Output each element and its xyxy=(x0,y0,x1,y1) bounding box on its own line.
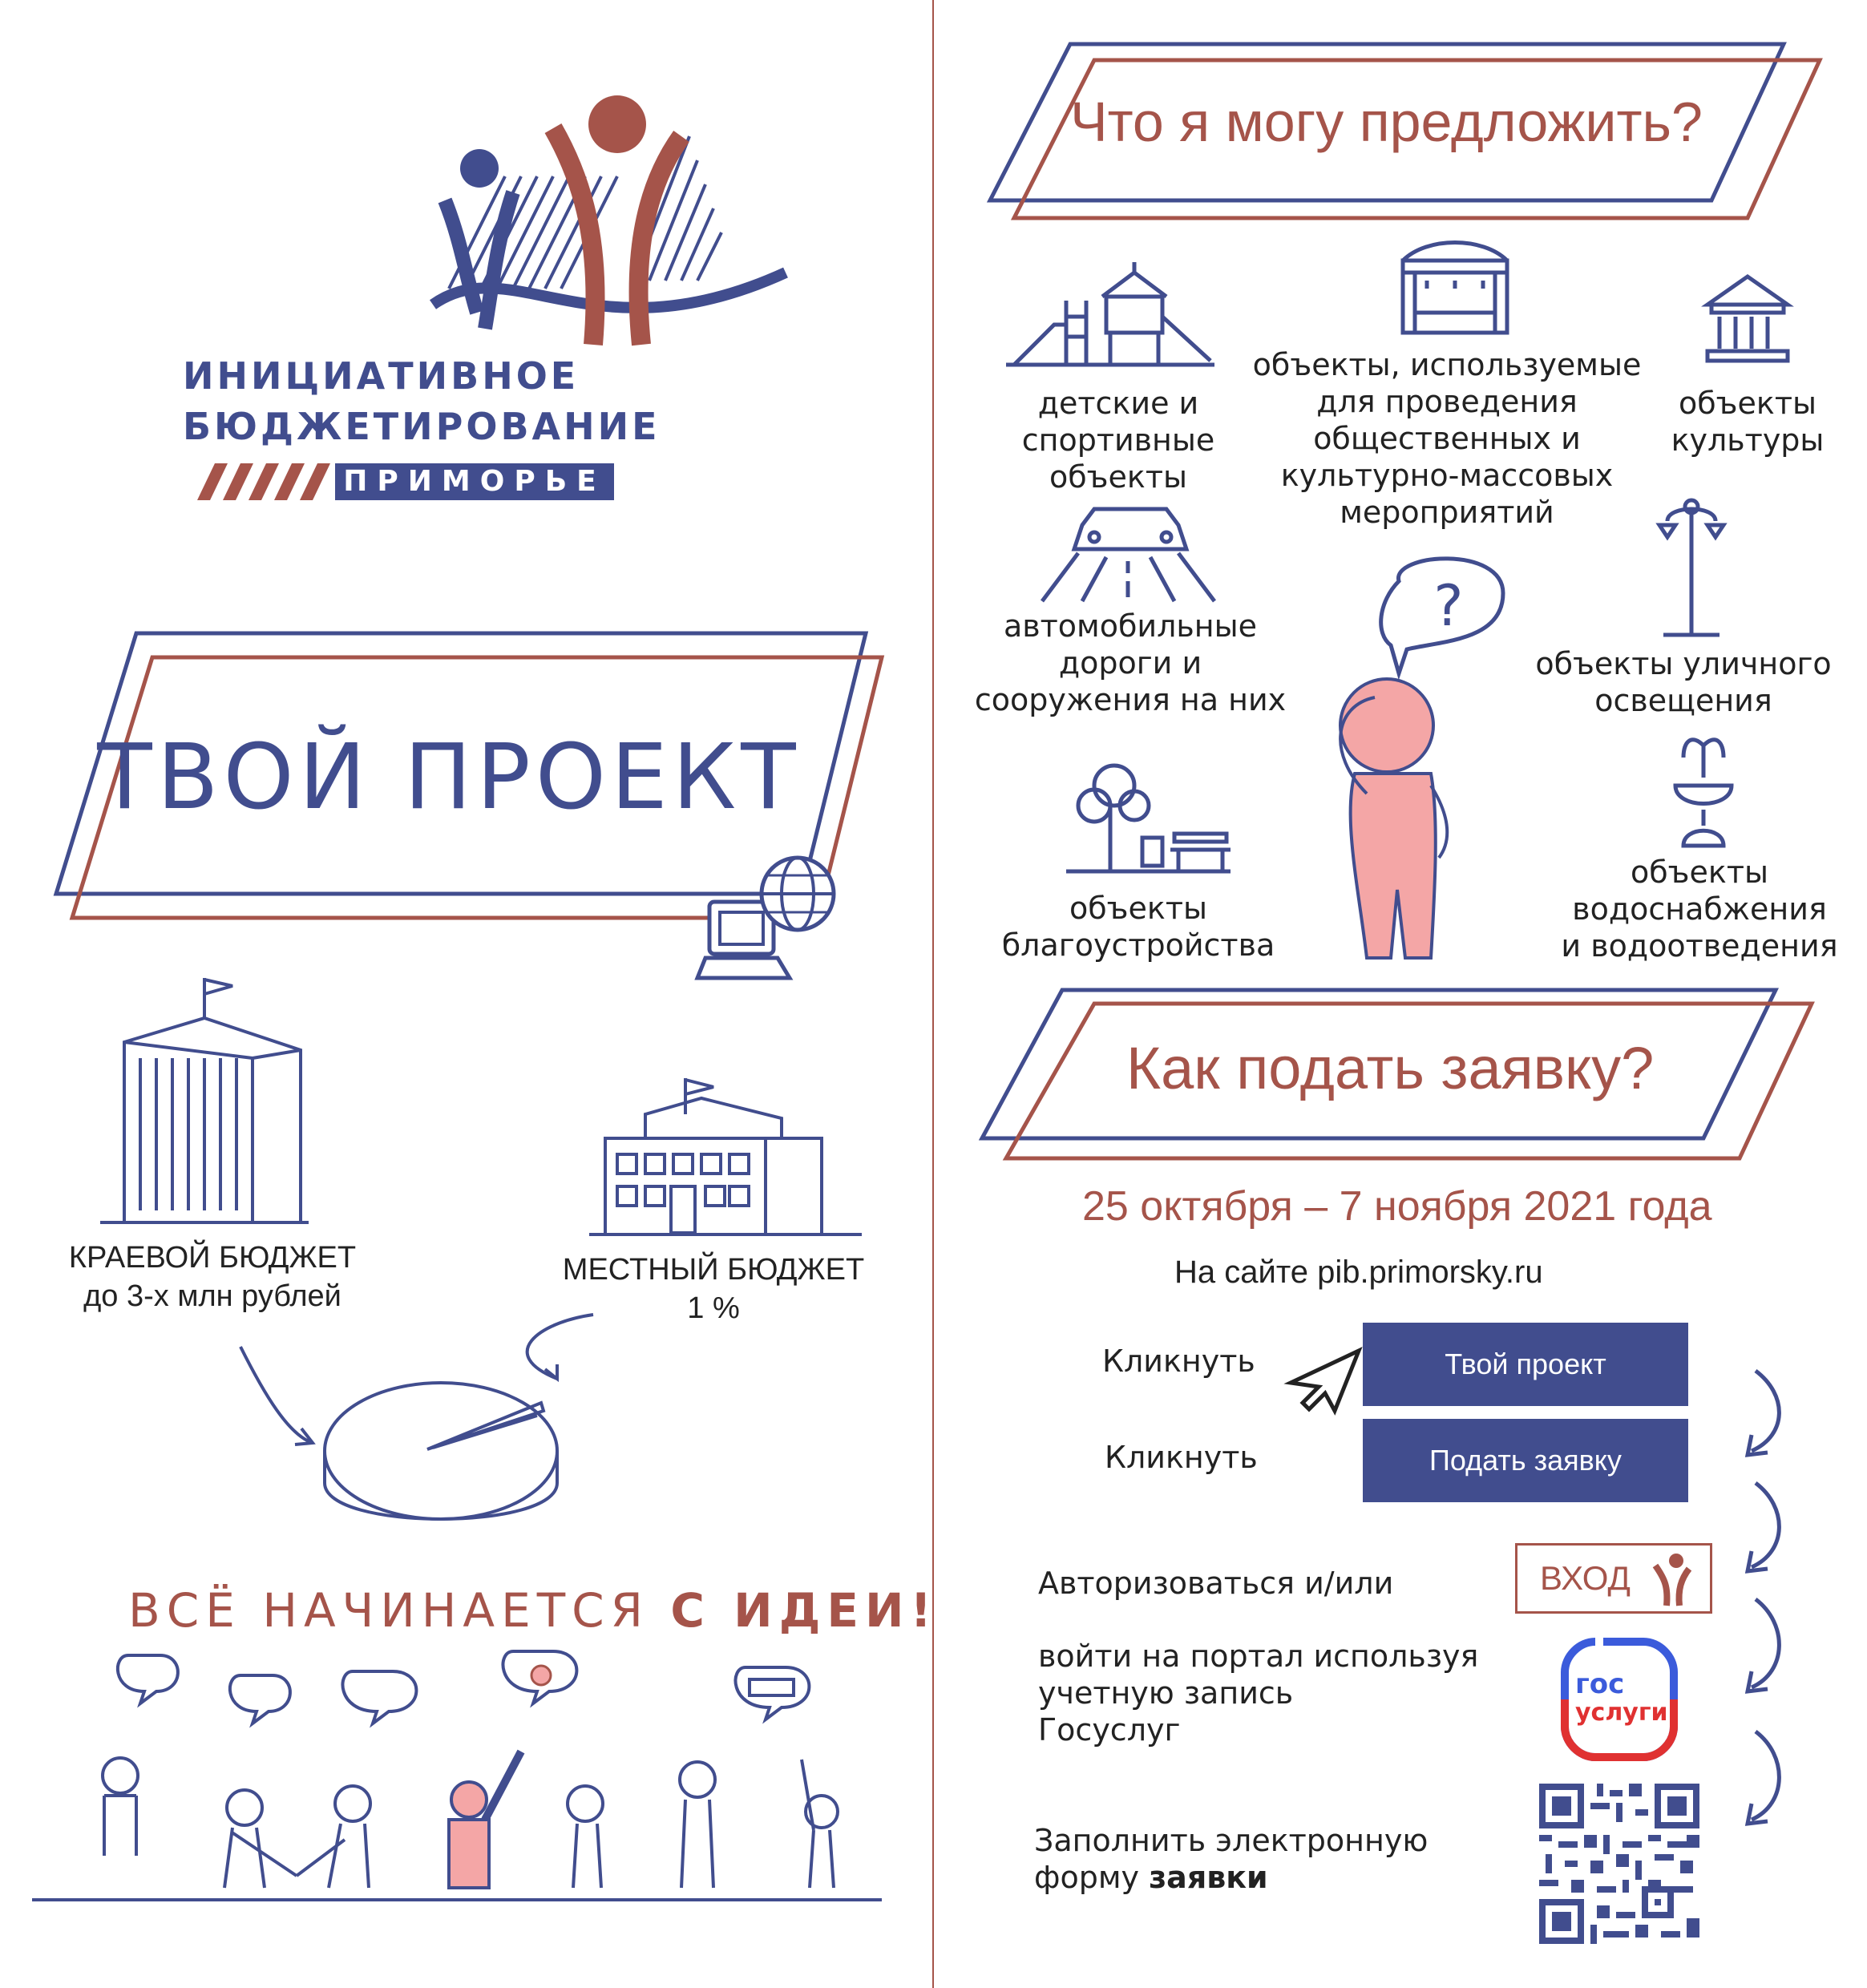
fill-form-text xyxy=(1034,1822,1428,1896)
park-tree-bench-icon xyxy=(1058,758,1235,878)
item-culture-line: объекты xyxy=(1678,386,1816,421)
item-culture xyxy=(1651,385,1844,459)
item-events-line: мероприятий xyxy=(1340,495,1554,530)
regional-budget-line-1: КРАЕВОЙ БЮДЖЕТ xyxy=(68,1241,357,1275)
item-kids-line: объекты xyxy=(1049,459,1187,495)
regional-government-building-icon xyxy=(92,970,317,1234)
portal-text-line: учетную запись xyxy=(1038,1675,1294,1711)
street-lamp-icon xyxy=(1651,497,1732,641)
playground-icon xyxy=(998,261,1222,373)
portal-text xyxy=(1038,1638,1478,1748)
question-title: Что я могу предложить? xyxy=(1070,91,1703,153)
portal-text-line: Госуслуг xyxy=(1038,1712,1181,1748)
people-ideas-illustration xyxy=(24,1647,890,1912)
thinking-person-icon xyxy=(1311,553,1551,970)
page-divider xyxy=(932,0,934,1988)
item-kids-sports xyxy=(998,385,1239,495)
logo-line-2: БЮДЖЕТИРОВАНИЕ xyxy=(183,405,661,448)
item-public-events xyxy=(1239,346,1655,531)
gosuslugi-logo-icon[interactable] xyxy=(1555,1635,1683,1764)
project-banner-title: ТВОЙ ПРОЕКТ xyxy=(97,725,801,830)
fill-form-bold: заявки xyxy=(1149,1860,1268,1895)
logo-line-3: ПРИМОРЬЕ xyxy=(335,463,614,500)
item-kids-line: спортивные xyxy=(1021,422,1215,458)
item-events-line: объекты, используемые xyxy=(1252,347,1642,382)
fill-form-normal: форму xyxy=(1034,1860,1150,1895)
item-lighting xyxy=(1515,645,1852,719)
local-budget-line-2: 1 % xyxy=(687,1291,740,1325)
item-roads-line: сооружения на них xyxy=(974,682,1287,717)
local-budget-line-1: МЕСТНЫЙ БЮДЖЕТ xyxy=(562,1253,865,1287)
item-water-line: и водоотведения xyxy=(1561,928,1838,964)
item-roads-line: автомобильные xyxy=(1003,608,1258,644)
slogan-normal: ВСЁ НАЧИНАЕТСЯ xyxy=(128,1583,671,1638)
logo-emblem xyxy=(417,88,802,361)
item-lighting-line: освещения xyxy=(1594,683,1772,718)
gos-logo-bottom: услуги xyxy=(1575,1699,1668,1727)
submit-application-button[interactable]: Подать заявку xyxy=(1363,1419,1688,1502)
item-landscaping-line: благоустройства xyxy=(1001,927,1275,963)
item-lighting-line: объекты уличного xyxy=(1535,646,1832,681)
fountain-icon xyxy=(1667,729,1740,850)
logo-stripes xyxy=(186,463,338,500)
item-roads xyxy=(958,608,1303,718)
step-arrows xyxy=(1732,1363,1796,1852)
item-water-line: водоснабжения xyxy=(1572,891,1827,927)
login-person-icon xyxy=(1647,1551,1695,1607)
road-car-icon xyxy=(1038,501,1218,605)
laptop-globe-icon xyxy=(689,850,850,986)
budget-pie-icon xyxy=(232,1299,609,1555)
site-text: На сайте pib.primorsky.ru xyxy=(1174,1255,1543,1290)
regional-budget-line-2: до 3-х млн рублей xyxy=(83,1279,341,1313)
item-landscaping-line: объекты xyxy=(1069,891,1207,926)
tvoy-proekt-button[interactable]: Твой проект xyxy=(1363,1323,1688,1406)
item-kids-line: детские и xyxy=(1037,386,1199,421)
item-roads-line: дороги и xyxy=(1058,645,1202,681)
login-label: ВХОД xyxy=(1540,1559,1631,1597)
apply-title: Как подать заявку? xyxy=(1126,1035,1655,1101)
logo-line-1: ИНИЦИАТИВНОЕ xyxy=(183,354,580,398)
fill-form-line-2 xyxy=(1034,1859,1428,1896)
item-water xyxy=(1547,854,1852,964)
click-label-2: Кликнуть xyxy=(1105,1440,1258,1475)
svg-text:?: ? xyxy=(1433,573,1464,639)
item-culture-line: культуры xyxy=(1671,422,1825,458)
item-landscaping xyxy=(990,890,1287,964)
item-events-line: культурно-массовых xyxy=(1280,458,1614,493)
auth-text: Авторизоваться и/или xyxy=(1038,1566,1394,1601)
slogan xyxy=(128,1583,938,1638)
portal-text-line: войти на портал используя xyxy=(1038,1638,1479,1674)
fill-form-line-1: Заполнить электронную xyxy=(1034,1823,1429,1858)
cursor-arrow-icon xyxy=(1287,1347,1363,1423)
local-administration-building-icon xyxy=(581,1074,870,1251)
gos-logo-top: гос xyxy=(1575,1668,1625,1700)
item-events-line: для проведения xyxy=(1316,384,1578,419)
click-label-1: Кликнуть xyxy=(1102,1344,1255,1379)
application-dates: 25 октября – 7 ноября 2021 года xyxy=(1082,1183,1712,1230)
slogan-bold: С ИДЕИ! xyxy=(670,1583,938,1638)
item-events-line: общественных и xyxy=(1313,421,1581,456)
stage-icon xyxy=(1395,236,1515,341)
item-water-line: объекты xyxy=(1630,855,1768,890)
museum-culture-icon xyxy=(1699,273,1796,365)
qr-code[interactable] xyxy=(1539,1784,1699,1944)
